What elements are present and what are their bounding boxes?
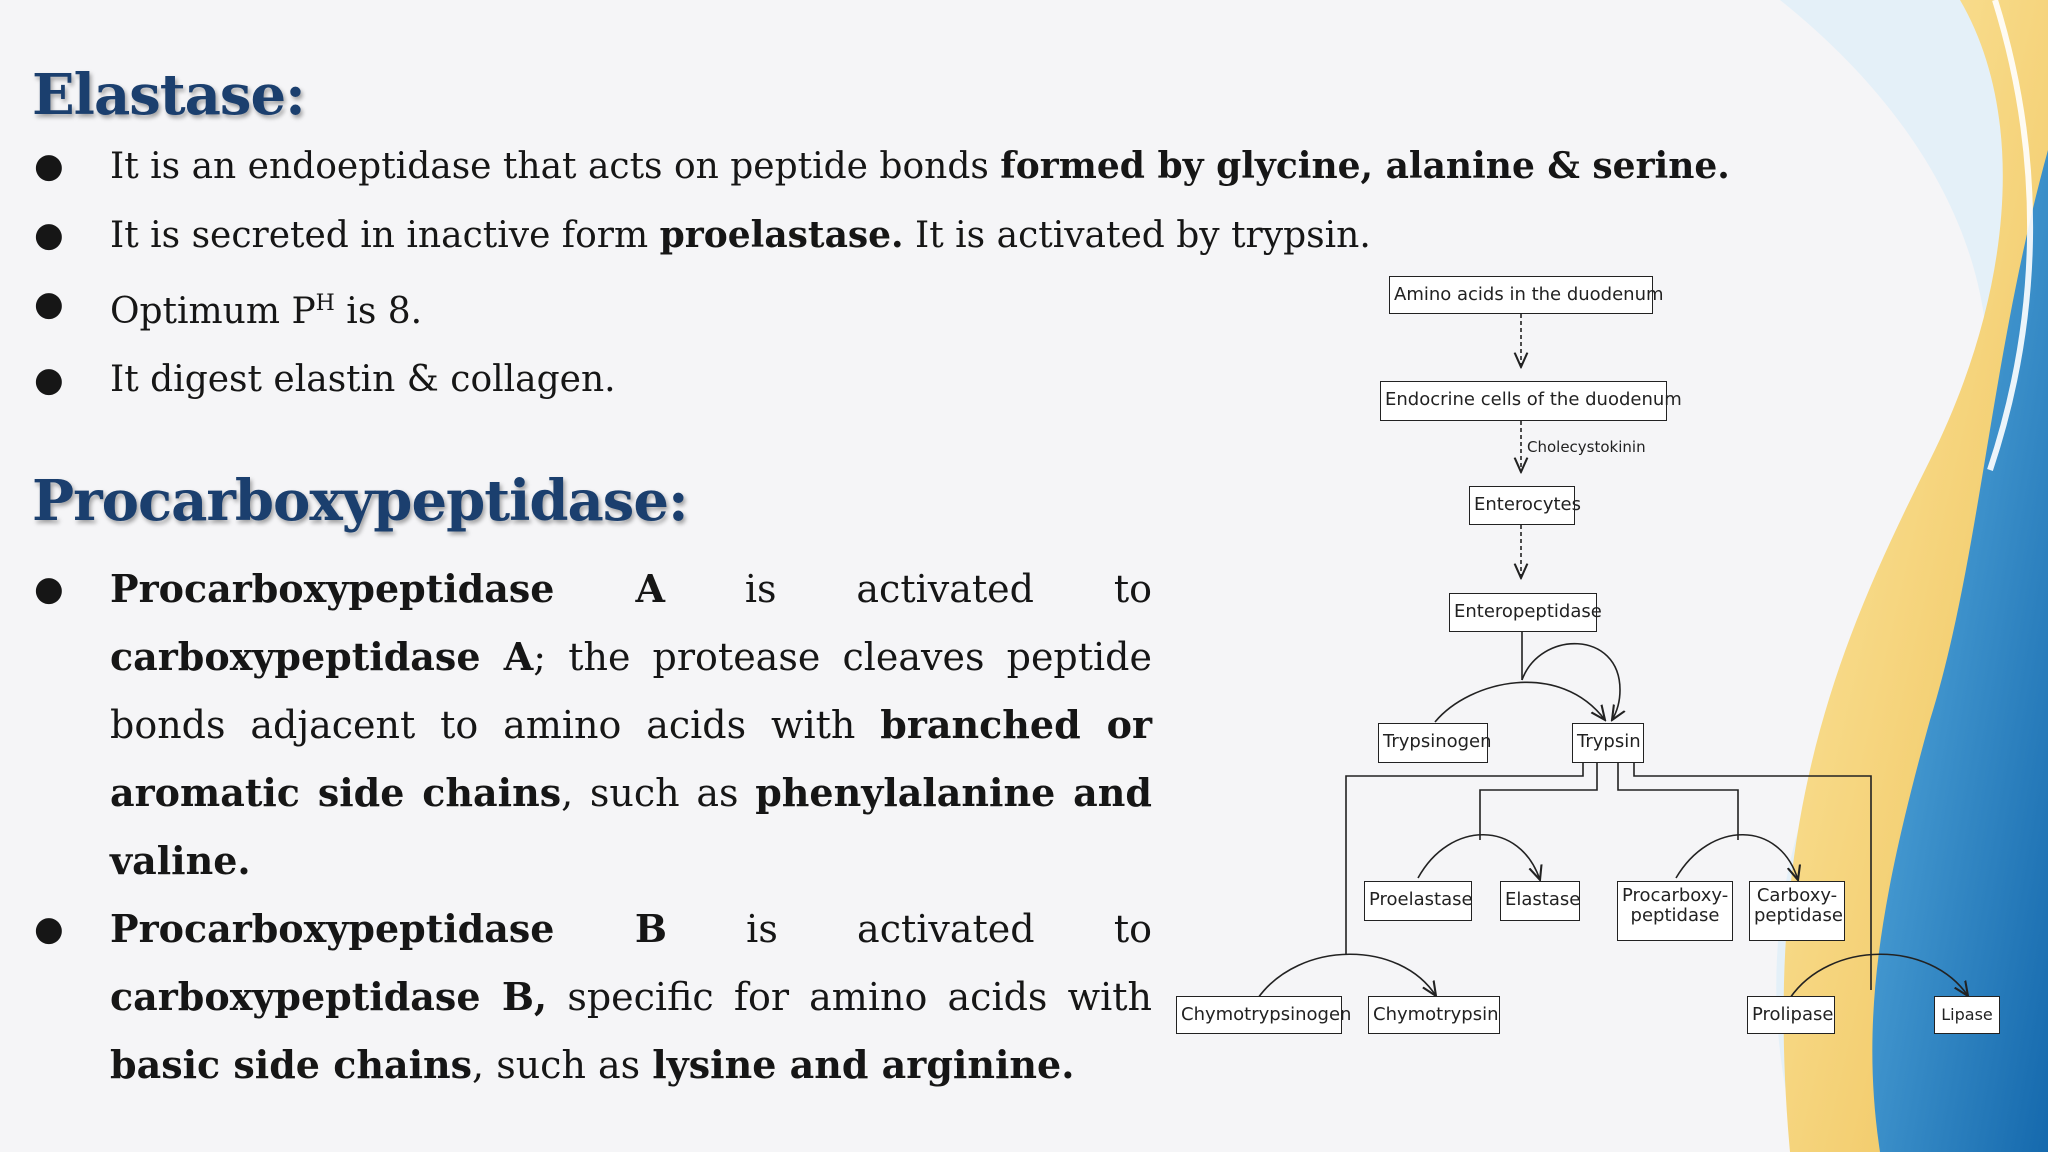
list-item: ● It is an endoeptidase that acts on peptide bonds formed by glycine, alanine & serine. <box>34 145 1730 187</box>
list-item: ● It is secreted in inactive form proelastase. It is activated by trypsin. <box>34 214 1371 256</box>
bullet-icon: ● <box>34 909 64 949</box>
procarboxypeptidase-bullet-list <box>32 555 1152 1099</box>
procarboxypeptidase-heading: Procarboxypeptidase: <box>32 468 688 534</box>
list-item: ● Optimum $P^H$ is 8. <box>34 284 423 332</box>
bullet-icon: ● <box>34 360 64 400</box>
arc-procarboxy-to-carboxy <box>1676 835 1798 880</box>
arc-trypsinogen-to-trypsin <box>1435 682 1605 722</box>
arc-proelastase-to-elastase <box>1418 835 1540 880</box>
line-trypsin-to-elastase <box>1480 763 1597 840</box>
line-trypsin-to-chymotrypsin <box>1346 763 1583 955</box>
line-trypsin-to-carboxy <box>1618 763 1738 840</box>
elastase-heading: Elastase: <box>32 62 305 128</box>
autocatalysis-loop <box>1522 644 1620 720</box>
list-item: ● It digest elastin & collagen. <box>34 359 616 400</box>
cholecystokinin-label: Cholecystokinin <box>1527 438 1646 456</box>
list-item: ● Procarboxypeptidase A is activated to carboxypeptidase A; the protease cleaves peptide bonds adjacent to amino acids with branched or aromatic side chains, such as phenylalanine and valine. <box>32 555 1152 895</box>
line-trypsin-to-lipase <box>1634 763 1871 990</box>
bullet-icon: ● <box>34 284 64 324</box>
bullet-icon: ● <box>34 569 64 609</box>
arc-prolipase-to-lipase <box>1790 954 1968 998</box>
arc-chymotrypsinogen-to-chymotrypsin <box>1258 954 1436 998</box>
list-item: ● Procarboxypeptidase B is activated to carboxypeptidase B, specific for amino acids with basic side chains, such as lysine and arginine. <box>32 895 1152 1099</box>
bullet-icon: ● <box>34 146 64 186</box>
bullet-icon: ● <box>34 215 64 255</box>
